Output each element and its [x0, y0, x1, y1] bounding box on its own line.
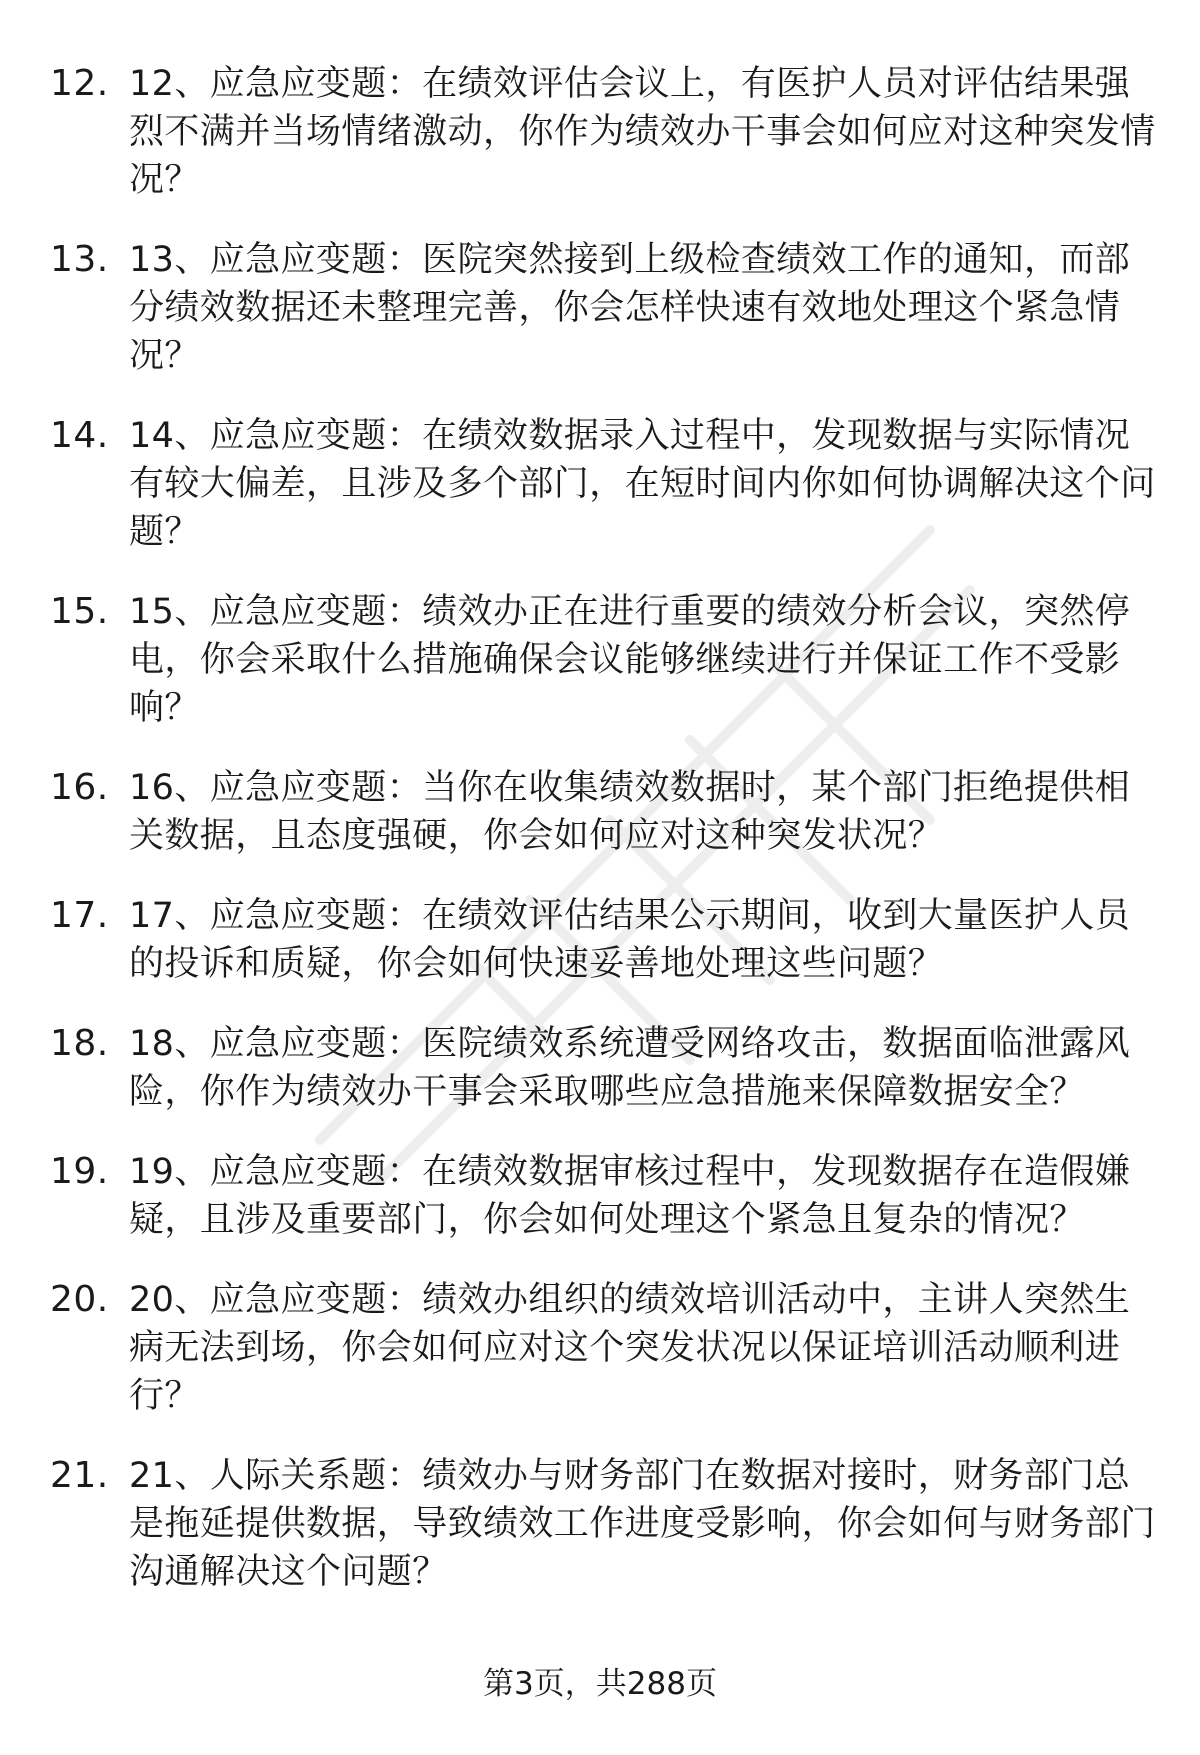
question-item — [50, 60, 1160, 204]
question-text: 16、应急应变题：当你在收集绩效数据时，某个部门拒绝提供相关数据，且态度强硬，你会如何应对这种突发状况？ — [129, 768, 1131, 856]
question-item — [50, 1020, 1160, 1116]
question-text: 14、应急应变题：在绩效数据录入过程中，发现数据与实际情况有较大偏差，且涉及多个部门，在短时间内你如何协调解决这个问题？ — [129, 416, 1156, 552]
question-text: 12、应急应变题：在绩效评估会议上，有医护人员对评估结果强烈不满并当场情绪激动，你作为绩效办干事会如何应对这种突发情况？ — [129, 64, 1156, 200]
question-item — [50, 588, 1160, 732]
question-item — [50, 1148, 1160, 1244]
question-number: 19. — [50, 1151, 109, 1192]
question-number: 13. — [50, 239, 109, 280]
question-item — [50, 412, 1160, 556]
question-item — [50, 1276, 1160, 1420]
page-number-footer: 第3页，共288页 — [483, 1666, 717, 1702]
question-number: 20. — [50, 1279, 109, 1320]
question-text: 19、应急应变题：在绩效数据审核过程中，发现数据存在造假嫌疑，且涉及重要部门，你会如何处理这个紧急且复杂的情况？ — [129, 1152, 1131, 1240]
question-text: 13、应急应变题：医院突然接到上级检查绩效工作的通知，而部分绩效数据还未整理完善，你会怎样快速有效地处理这个紧急情况？ — [129, 240, 1131, 376]
question-text: 21、人际关系题：绩效办与财务部门在数据对接时，财务部门总是拖延提供数据，导致绩效工作进度受影响，你会如何与财务部门沟通解决这个问题？ — [129, 1456, 1156, 1592]
question-item — [50, 236, 1160, 380]
question-text: 18、应急应变题：医院绩效系统遭受网络攻击，数据面临泄露风险，你作为绩效办干事会采取哪些应急措施来保障数据安全？ — [129, 1024, 1131, 1112]
question-number: 16. — [50, 767, 109, 808]
question-item — [50, 764, 1160, 860]
question-number: 15. — [50, 591, 109, 632]
question-number: 12. — [50, 63, 109, 104]
question-number: 21. — [50, 1455, 109, 1496]
question-number: 14. — [50, 415, 109, 456]
question-list — [50, 60, 1160, 1596]
question-number: 18. — [50, 1023, 109, 1064]
question-text: 17、应急应变题：在绩效评估结果公示期间，收到大量医护人员的投诉和质疑，你会如何快速妥善地处理这些问题？ — [129, 896, 1131, 984]
question-text: 20、应急应变题：绩效办组织的绩效培训活动中，主讲人突然生病无法到场，你会如何应对这个突发状况以保证培训活动顺利进行？ — [129, 1280, 1131, 1416]
question-text: 15、应急应变题：绩效办正在进行重要的绩效分析会议，突然停电，你会采取什么措施确保会议能够继续进行并保证工作不受影响？ — [129, 592, 1131, 728]
question-item — [50, 892, 1160, 988]
question-item — [50, 1452, 1160, 1596]
question-number: 17. — [50, 895, 109, 936]
